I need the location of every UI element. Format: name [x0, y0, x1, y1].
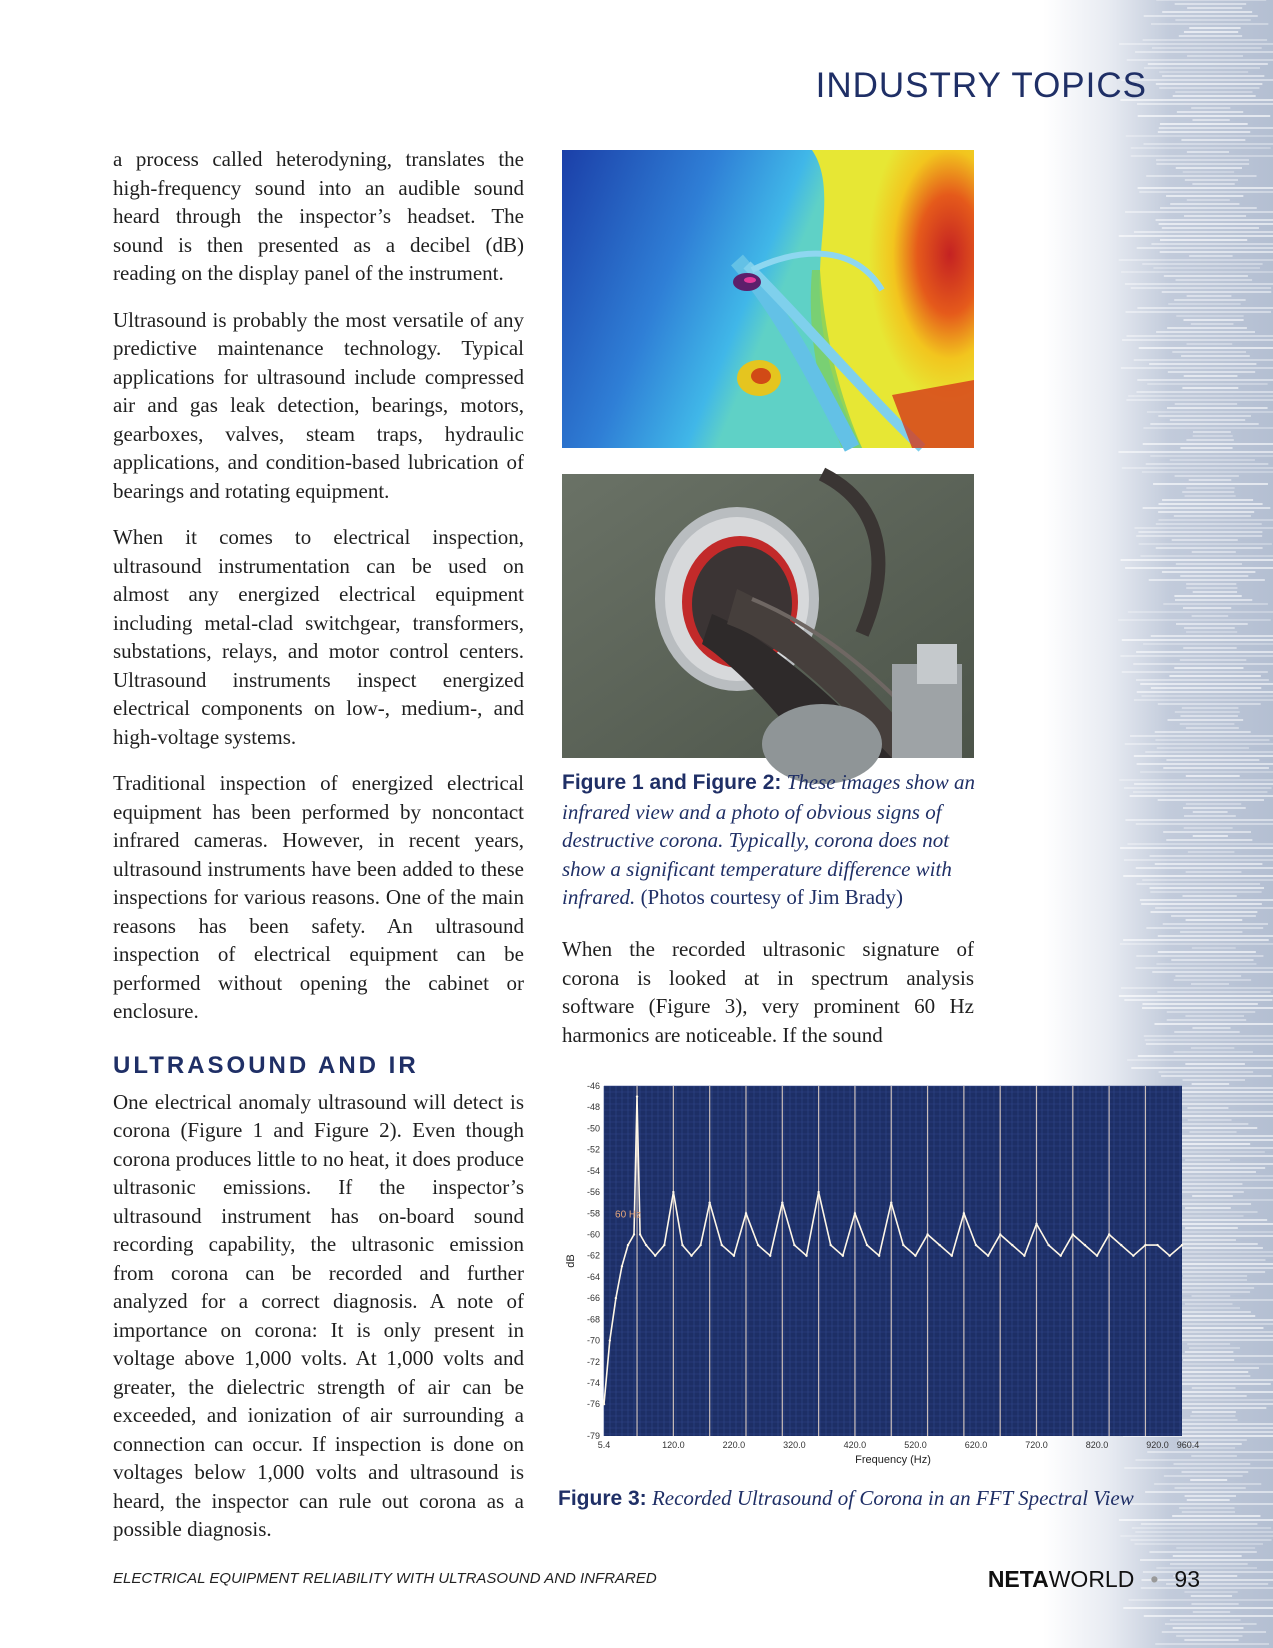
y-axis-label: dB [565, 1254, 577, 1268]
figure-1-infrared-image [562, 150, 974, 448]
spectrum-point [1132, 1254, 1134, 1256]
spectrum-point [975, 1244, 977, 1246]
spectrum-point [1181, 1244, 1183, 1246]
spectrum-point [609, 1339, 611, 1341]
y-tick-label: -54 [586, 1165, 600, 1176]
y-tick-label: -56 [586, 1187, 600, 1198]
spectrum-point [951, 1254, 953, 1256]
y-tick-label: -62 [586, 1250, 600, 1261]
caption-label: Figure 3: [558, 1487, 647, 1510]
plot-area [604, 1086, 1182, 1436]
annotation-60hz: 60 Hz [615, 1209, 642, 1221]
spectrum-point [1060, 1254, 1062, 1256]
spectrum-point [1011, 1244, 1013, 1246]
spectrum-point [1035, 1223, 1037, 1225]
caption-label: Figure 1 and Figure 2: [562, 771, 782, 794]
spectrum-point [987, 1254, 989, 1256]
y-tick-label: -58 [586, 1208, 600, 1219]
paragraph: One electrical anomaly ultrasound will detect is corona (Figure 1 and Figure 2). Even though corona produces little to no heat, it does produce ultrasonic emissions. If the inspector’s ultrasound instrument has on-board sound recording capability, the ultrasonic emission from corona can be recorded and further analyzed for a correct diagnosis. A note of importance on corona: It is only present in voltage above 1,000 volts. At 1,000 volts and greater, the dielectric strength of air can be exceeded, and ionization of air surrounding a connection can occur. If inspection is done on voltages below 1,000 volts and ultrasound is heard, the inspector can rule out corona as a possible diagnosis. [113, 1089, 524, 1541]
spectrum-point [627, 1244, 629, 1246]
figure-3-caption [558, 1486, 1198, 1511]
spectrum-point [866, 1244, 868, 1246]
spectrum-point [1108, 1233, 1110, 1235]
spectrum-point [639, 1233, 641, 1235]
x-tick-label: 420.0 [843, 1440, 867, 1450]
spectrum-point [721, 1244, 723, 1246]
spectrum-point [663, 1244, 665, 1246]
paragraph: a process called heterodyning, translates the high-frequency sound into an audible sound heard through the inspector’s headset. The sound is then presented as a decibel (dB) reading on the display panel of the instrument. [113, 147, 524, 285]
spectrum-point [1072, 1233, 1074, 1235]
fft-spectrum-chart [560, 1080, 1200, 1480]
y-tick-label: -60 [586, 1229, 600, 1240]
x-tick-label: 620.0 [964, 1440, 988, 1450]
y-tick-label: -66 [586, 1293, 600, 1304]
paragraph: Ultrasound is probably the most versatile of any predictive maintenance technology. Typical applications for ultrasound include compressed air and gas leak detection, bearings, motors, gearboxes, valves, steam traps, hydraulic applications, and condition-based lubrication of bearings and rotating equipment. [113, 307, 524, 503]
x-tick-label: 120.0 [662, 1440, 685, 1450]
paragraph: When the recorded ultrasonic signature of corona is looked at in spectrum analysis software (Figure 3), very prominent 60 Hz harmonics are noticeable. If the sound [562, 937, 974, 1047]
section-header: INDUSTRY TOPICS [815, 66, 1147, 105]
spectrum-point [793, 1244, 795, 1246]
spectrum-point [781, 1201, 783, 1203]
brand-bold: NETA [987, 1566, 1049, 1592]
y-tick-label: -70 [586, 1335, 600, 1346]
y-tick-label: -46 [586, 1081, 600, 1091]
caption-credit: (Photos courtesy of Jim Brady) [640, 885, 904, 909]
spectrum-point [645, 1244, 647, 1246]
spectrum-point [817, 1191, 819, 1193]
spectrum-point [769, 1254, 771, 1256]
figure-1-2-caption [562, 768, 977, 912]
spectrum-point [633, 1233, 635, 1235]
spectrum-point [878, 1254, 880, 1256]
x-tick-label: 220.0 [722, 1440, 746, 1450]
spectrum-point [999, 1233, 1001, 1235]
spectrum-point [890, 1201, 892, 1203]
x-tick-label: 520.0 [904, 1440, 927, 1450]
spectrum-point [805, 1254, 807, 1256]
x-tick-label: 960.4 [1176, 1440, 1200, 1450]
y-tick-label: -68 [586, 1314, 600, 1325]
spectrum-point [603, 1403, 605, 1405]
spectrum-point [1168, 1254, 1170, 1256]
paragraph: Traditional inspection of energized electrical equipment has been performed by noncontact infrared cameras. However, in recent years, ultrasound instruments have been added to these inspections for various reasons. One of the main reasons has been safety. An ultrasound inspection of electrical equipment can be performed without opening the cabinet or enclosure. [113, 771, 524, 1023]
x-tick-label: 820.0 [1085, 1440, 1109, 1450]
spectrum-point [733, 1254, 735, 1256]
x-tick-label: 920.0 [1146, 1440, 1169, 1450]
figure-2-corona-photo [562, 474, 974, 758]
spectrum-point [963, 1212, 965, 1214]
spectrum-point [745, 1212, 747, 1214]
x-tick-label: 320.0 [783, 1440, 806, 1450]
spectrum-point [621, 1265, 623, 1267]
spectrum-point [1120, 1244, 1122, 1246]
y-tick-label: -76 [586, 1399, 600, 1410]
spectrum-point [757, 1244, 759, 1246]
y-tick-label: -74 [586, 1377, 600, 1388]
x-tick-label: 720.0 [1025, 1440, 1048, 1450]
figure-3-chart [560, 1080, 1200, 1480]
spectrum-point [1156, 1244, 1158, 1246]
spectrum-point [672, 1191, 674, 1193]
spectrum-point [854, 1212, 856, 1214]
spectrum-point [681, 1244, 683, 1246]
spectrum-point [1023, 1254, 1025, 1256]
spectrum-point [1084, 1244, 1086, 1246]
spectrum-point [914, 1254, 916, 1256]
page-number: 93 [1174, 1566, 1200, 1592]
spectrum-point [636, 1095, 638, 1097]
y-tick-label: -72 [586, 1356, 600, 1367]
spectrum-point [902, 1244, 904, 1246]
spectrum-point [1047, 1244, 1049, 1246]
y-tick-label: -48 [586, 1102, 600, 1113]
footer-article-title: ELECTRICAL EQUIPMENT RELIABILITY WITH ULTRASOUND AND INFRARED [113, 1570, 657, 1587]
paragraph: When it comes to electrical inspection, ultrasound instrumentation can be used on almost any energized electrical equipment including metal-clad switchgear, transformers, substations, relays, and motor control centers. Ultrasound instruments inspect energized electrical components on low-, medium-, and high-voltage systems. [113, 525, 524, 749]
y-tick-label: -52 [586, 1144, 600, 1155]
spectrum-point [708, 1201, 710, 1203]
caption-text: These images show an infrared view and a photo of obvious signs of destructive corona. Typically, corona does not show a significant temperature difference with infrared. [562, 770, 976, 909]
left-column [113, 145, 524, 1562]
spectrum-point [830, 1244, 832, 1246]
y-tick-label: -79 [586, 1431, 600, 1441]
y-tick-label: -50 [586, 1123, 600, 1134]
spectrum-point [1144, 1244, 1146, 1246]
spectrum-point [926, 1233, 928, 1235]
spectrum-point [1096, 1254, 1098, 1256]
x-tick-label: 5.4 [597, 1440, 611, 1450]
brand-light: WORLD [1048, 1566, 1135, 1592]
spectrum-point [842, 1254, 844, 1256]
section-heading: ULTRASOUND AND IR [113, 1051, 419, 1079]
x-axis-label: Frequency (Hz) [855, 1454, 931, 1466]
spectrum-point [690, 1254, 692, 1256]
caption-text: Recorded Ultrasound of Corona in an FFT Spectral View [651, 1486, 1134, 1510]
spectrum-point [699, 1244, 701, 1246]
separator-dot: • [1150, 1566, 1159, 1592]
spectrum-point [615, 1297, 617, 1299]
footer-brand [988, 1566, 1200, 1593]
spectrum-point [938, 1244, 940, 1246]
spectrum-point [654, 1254, 656, 1256]
y-tick-label: -64 [586, 1271, 600, 1282]
